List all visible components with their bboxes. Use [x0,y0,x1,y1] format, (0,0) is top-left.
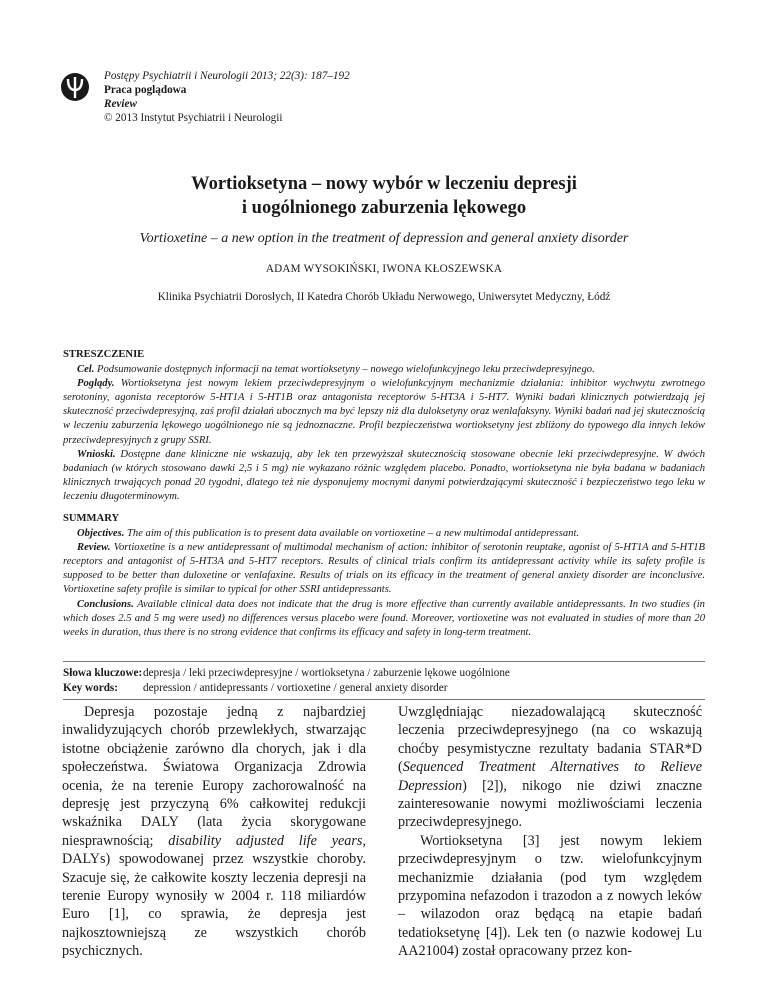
abstract-pl-aim: Cel. Podsumowanie dostępnych informacji na temat wortioksetyny – nowego wielofunkcyjnego leku przeciwdepresyjnego. [77,364,595,376]
body-paragraph: Wortioksetyna [3] jest nowym lekiem przeciwdepresyjnym o tzw. wielofunkcyjnym mechanizmie działania (pod tym względem przypomina nefazodon i trazodon a z nowych leków – wilazodon oraz będącą na etapie badań tedatioksetynę [4]). Lek ten (o nazwie kodowej Lu AA21004) został opracowany przez kon- [398,832,702,960]
affiliation: Klinika Psychiatrii Dorosłych, II Katedra Chorób Układu Nerwowego, Uniwersytet Medyczny, Łódź [157,291,611,303]
body-column-left [62,703,366,961]
abstract-pl-review: Poglądy. Wortioksetyna jest nowym lekiem przeciwdepresyjnym o wielofunkcyjnym mechanizmie działania: inhibitor wychwytu zwrotnego serotoniny, agonista receptorów 5-HT1A i 5-HT1B oraz antagonista receptorów 5-HT3A i 5-HT7. Wyniki badań klinicznych potwierdzają jej skuteczność przeciwdepresyjną, zaś profil działań ubocznych ma być lepszy niż dla duloksetyny oraz wenlafaksyny. Wyniki badań nad jej skutecznością w leczeniu zaburzenia lękowego uogólnionego nie są jednoznaczne. Profil bezpieczeństwa wortioksetyny jest zbliżony do typowego dla innych leków przeciwdepresyjnych z grupy SSRI. [63,378,705,446]
body-paragraph: Depresja pozostaje jedną z najbardziej inwalidyzujących chorób przewlekłych, stwarzając istotne obciążenie zarówno dla chorych, jak i dla społeczeństwa. Światowa Organizacja Zdrowia ocenia, że na terenie Europy zachorowalność na depresję jest przyczyną 6% całkowitej redukcji wskaźnika DALY (lata życia skorygowane niesprawnością; disability adjusted life years, DALYs) spowodowanej przez wszystkie choroby. Szacuje się, że całkowite koszty leczenia depresji na terenie Europy wynosiły w 2004 r. 118 miliardów Euro [1], co sprawia, że depresja jest najkosztowniejszą ze wszystkich chorób psychicznych. [62,704,366,960]
divider-bottom [63,699,705,700]
abstract-en [63,512,705,640]
divider-top [63,661,705,662]
article-type: Praca poglądowa [104,84,187,96]
abstract-en-heading: SUMMARY [63,513,120,524]
abstract-en-objectives: Objectives. The aim of this publication is to present data available on vortioxetine – a new multimodal antidepressant. [77,528,580,540]
journal-header [104,69,350,125]
abstract-en-conclusions: Conclusions. Available clinical data does not indicate that the drug is more effective than currently available antidepressants. In two studies (in which doses 2.5 and 5 mg were used) no differences versus placebo were found. Moreover, vortioxetine was not evaluated in studies of more than 20 weeks in duration, thus there is no strong evidence that confirms its efficacy and safety in long-term treatment. [63,598,705,638]
body-paragraph: Uwzględniając niezadowalającą skuteczność leczenia przeciwdepresyjnego (na co wskazują choćby pesymistyczne rezultaty badania STAR*D (Sequenced Treatment Alternatives to Relieve Depression) [2]), nikogo nie dziwi znaczne zainteresowanie nowymi możliwościami leczenia przeciwdepresyjnego. [398,704,702,831]
keywords-pl: Słowa kluczowe:depresja / leki przeciwdepresyjne / wortioksetyna / zaburzenie lękowe uogólnione [63,667,510,679]
body-column-right [398,703,702,961]
abstract-pl-heading: STRESZCZENIE [63,349,145,360]
article-subtitle-en: Vortioxetine – a new option in the treatment of depression and general anxiety disorder [139,231,629,246]
article-title: Wortioksetyna – nowy wybór w leczeniu depresji i uogólnionego zaburzenia lękowego [191,174,577,218]
article-type-en: Review [104,98,137,110]
keywords-en: Key words: depression / antidepressants / vortioxetine / general anxiety disorder [63,682,448,694]
authors: ADAM WYSOKIŃSKI, IWONA KŁOSZEWSKA [265,263,503,275]
copyright: © 2013 Instytut Psychiatrii i Neurologii [104,112,283,124]
abstract-en-review: Review. Vortioxetine is a new antidepressant of multimodal mechanism of action: inhibitor of serotonin reuptake, agonist of 5-HT1A and 5-HT1B receptors and antagonist of 5-HT3A and 5-HT7 receptors. Results of clinical trials confirm its antidepressant activity while its safety profile is supposed to be better than duloxetine or venlafaxine. Results of trials on its efficacy in the treatment of general anxiety disorder are inconclusive. Vortioxetine safety profile is similar to typical for other SSRI antidepressants. [63,542,705,596]
abstract-pl-conclusions: Wnioski. Dostępne dane kliniczne nie wskazują, aby lek ten przewyższał skutecznością stosowane obecnie leki przeciwdepresyjne. W dwóch badaniach (w których stosowano dawki 2,5 i 5 mg) nie wykazano różnic względem placebo. Ponadto, wortioksetyna nie była badana w badaniach klinicznych trwających ponad 20 tygodni, dlatego też nie dysponujemy mocnymi danymi potwierdzającymi skuteczność i bezpieczeństwo tego leku w leczeniu długoterminowym. [63,448,705,502]
journal-citation: Postępy Psychiatrii i Neurologii 2013; 22(3): 187–192 [104,70,350,82]
publisher-logo-icon [60,71,90,103]
abstract-pl [63,348,705,504]
